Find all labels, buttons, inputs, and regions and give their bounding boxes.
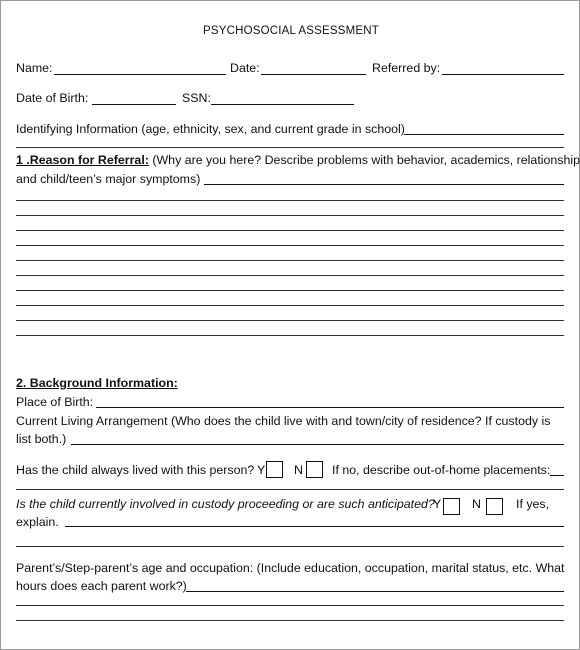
custody-no-checkbox[interactable]	[486, 498, 503, 515]
out-of-home-field[interactable]	[550, 475, 564, 476]
section2-heading: 2. Background Information:	[16, 376, 178, 390]
name-field[interactable]	[54, 74, 226, 75]
answer-line[interactable]	[16, 275, 564, 276]
living-arrangement-field[interactable]	[71, 444, 564, 445]
identifying-info-label: Identifying Information (age, ethnicity, sex, and current grade in school)	[16, 122, 405, 136]
section1-heading: 1 .Reason for Referral:	[16, 153, 149, 167]
answer-line[interactable]	[16, 320, 564, 321]
date-field[interactable]	[261, 74, 366, 75]
answer-line[interactable]	[16, 260, 564, 261]
identifying-info-field[interactable]	[404, 134, 564, 135]
answer-line[interactable]	[16, 147, 564, 148]
living-arrangement-label-line2: list both.)	[16, 432, 67, 446]
answer-line[interactable]	[16, 290, 564, 291]
ssn-field[interactable]	[211, 104, 354, 105]
answer-line[interactable]	[16, 215, 564, 216]
dob-label: Date of Birth:	[16, 91, 89, 105]
custody-no-label: N	[472, 497, 481, 511]
out-of-home-label: If no, describe out-of-home placements:	[332, 463, 551, 477]
symptoms-field[interactable]	[204, 184, 564, 185]
custody-yes-label: Y	[433, 497, 442, 511]
if-yes-label: If yes,	[516, 497, 550, 511]
referred-by-field[interactable]	[442, 74, 564, 75]
section1-prompt-line2: and child/teen’s major symptoms)	[16, 172, 201, 186]
explain-label: explain.	[16, 515, 59, 529]
no-label: N	[294, 463, 303, 477]
form-title: PSYCHOSOCIAL ASSESSMENT	[202, 25, 380, 37]
answer-line[interactable]	[16, 230, 564, 231]
reason-for-referral-line1	[16, 153, 580, 167]
place-of-birth-field[interactable]	[96, 407, 564, 408]
referred-by-label: Referred by:	[372, 61, 441, 75]
always-lived-yes-checkbox[interactable]	[266, 461, 283, 478]
answer-line[interactable]	[16, 620, 564, 621]
always-lived-no-checkbox[interactable]	[306, 461, 323, 478]
always-lived-label: Has the child always lived with this person?	[16, 463, 255, 477]
parents-occupation-label-line2: hours does each parent work?)	[16, 579, 187, 593]
answer-line[interactable]	[16, 200, 564, 201]
custody-question: Is the child currently involved in custody proceeding or are such anticipated?	[16, 497, 435, 511]
dob-field[interactable]	[92, 104, 176, 105]
answer-line[interactable]	[16, 605, 564, 606]
ssn-label: SSN:	[182, 91, 211, 105]
parents-occupation-field[interactable]	[186, 591, 564, 592]
place-of-birth-label: Place of Birth:	[16, 395, 94, 409]
answer-line[interactable]	[16, 305, 564, 306]
custody-explain-field[interactable]	[65, 526, 564, 527]
answer-line[interactable]	[16, 335, 564, 336]
answer-line[interactable]	[16, 546, 564, 547]
parents-occupation-label: Parent’s/Step-parent’s age and occupation: (Include education, occupation, marital status, etc. What	[16, 561, 565, 575]
name-label: Name:	[16, 61, 53, 75]
answer-line[interactable]	[16, 489, 564, 490]
answer-line[interactable]	[16, 245, 564, 246]
yes-label: Y	[257, 463, 266, 477]
custody-yes-checkbox[interactable]	[443, 498, 460, 515]
section1-prompt: (Why are you here? Describe problems with behavior, academics, relationship	[152, 153, 580, 167]
living-arrangement-label: Current Living Arrangement (Who does the child live with and town/city of residence? If custody is	[16, 414, 551, 428]
date-label: Date:	[230, 61, 260, 75]
